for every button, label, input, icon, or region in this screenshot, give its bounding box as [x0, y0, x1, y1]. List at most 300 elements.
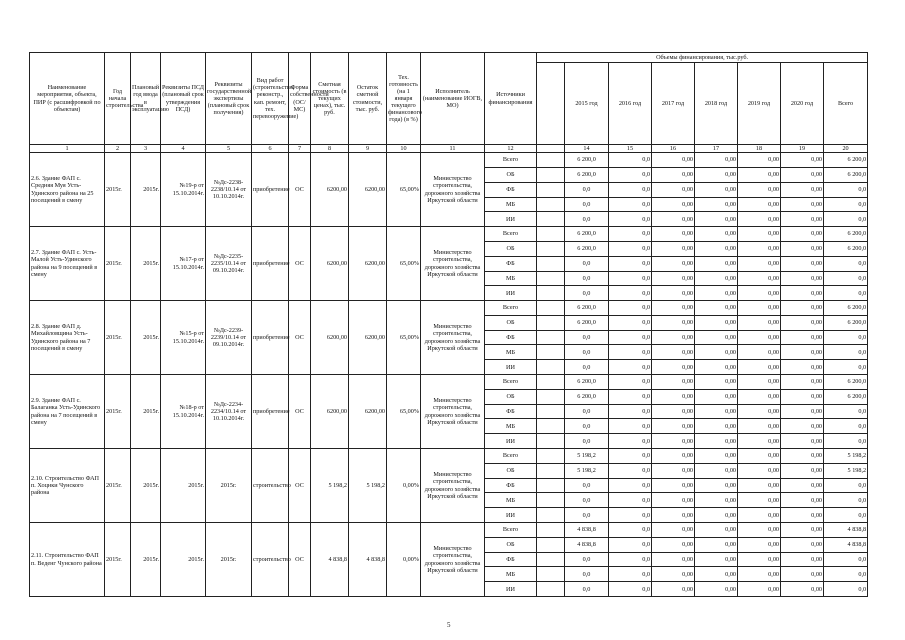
ownership: ОС — [289, 375, 311, 449]
funding-value: 0,00 — [781, 330, 824, 345]
funding-value: 0,0 — [565, 434, 609, 449]
funding-value: 0,00 — [652, 523, 695, 538]
funding-value: 0,00 — [781, 419, 824, 434]
header-year-2015: 2015 год — [565, 63, 609, 145]
funding-value: 0,0 — [824, 404, 868, 419]
funding-value: 0,00 — [695, 552, 738, 567]
funding-value: 0,00 — [652, 330, 695, 345]
funding-value: 0,00 — [781, 315, 824, 330]
col-number: 16 — [652, 145, 695, 153]
expertise-details: №Дс-2239-2239/10.14 от 09.10.2014г. — [206, 301, 252, 375]
funding-value: 0,00 — [781, 256, 824, 271]
header-year-2016: 2016 год — [609, 63, 652, 145]
work-type: строительство — [252, 523, 289, 597]
funding-value: 0,0 — [824, 212, 868, 227]
header-year-2017: 2017 год — [652, 63, 695, 145]
psd-details: №17-р от 15.10.2014г. — [161, 227, 206, 301]
funding-source: ОБ — [485, 167, 537, 182]
estimated-cost: 6200,00 — [311, 375, 349, 449]
funding-value: 0,00 — [652, 463, 695, 478]
funding-source: ФБ — [485, 478, 537, 493]
col-number: 18 — [738, 145, 781, 153]
funding-value: 0,0 — [565, 552, 609, 567]
funding-value: 0,00 — [695, 212, 738, 227]
blank-cell — [537, 153, 565, 168]
object-name: 2.11. Строительство ФАП п. Веденг Чунского района — [30, 523, 105, 597]
funding-value: 0,0 — [565, 567, 609, 582]
funding-source: ИИ — [485, 360, 537, 375]
object-name: 2.7. Здание ФАП с. Усть-Малой Усть-Удинского района на 9 посещений в смену — [30, 227, 105, 301]
funding-source: МБ — [485, 567, 537, 582]
funding-source: ФБ — [485, 404, 537, 419]
work-type: приобретение — [252, 375, 289, 449]
funding-value: 6 200,0 — [565, 375, 609, 390]
funding-value: 0,00 — [695, 360, 738, 375]
estimated-cost: 4 838,8 — [311, 523, 349, 597]
blank-cell — [537, 197, 565, 212]
funding-source: Всего — [485, 375, 537, 390]
funding-source: Всего — [485, 227, 537, 242]
funding-value: 0,00 — [695, 434, 738, 449]
blank-cell — [537, 301, 565, 316]
funding-value: 4 838,8 — [824, 537, 868, 552]
funding-value: 0,0 — [609, 449, 652, 464]
funding-value: 0,00 — [781, 360, 824, 375]
funding-value: 0,00 — [695, 182, 738, 197]
funding-value: 0,00 — [695, 463, 738, 478]
funding-source: МБ — [485, 493, 537, 508]
ownership: ОС — [289, 301, 311, 375]
funding-value: 0,0 — [824, 330, 868, 345]
funding-value: 0,00 — [781, 582, 824, 597]
header-executor: Исполнитель (наименование ИОГВ, МО) — [421, 53, 485, 145]
funding-value: 0,00 — [695, 271, 738, 286]
header-expertise: Реквизиты государственной экспертизы (плановый срок получения) — [206, 53, 252, 145]
funding-value: 0,0 — [565, 271, 609, 286]
col-number: 7 — [289, 145, 311, 153]
funding-value: 0,00 — [695, 153, 738, 168]
funding-value: 0,00 — [695, 582, 738, 597]
work-type: приобретение — [252, 301, 289, 375]
estimated-cost: 6200,00 — [311, 153, 349, 227]
funding-value: 0,0 — [609, 345, 652, 360]
header-year-2019: 2019 год — [738, 63, 781, 145]
funding-value: 6 200,0 — [565, 315, 609, 330]
readiness: 65,00% — [387, 153, 421, 227]
executor: Министерство строительства, дорожного хозяйства Иркутской области — [421, 449, 485, 523]
funding-value: 0,00 — [781, 271, 824, 286]
blank-cell — [537, 315, 565, 330]
funding-value: 5 198,2 — [824, 449, 868, 464]
blank-cell — [537, 552, 565, 567]
funding-value: 0,0 — [609, 360, 652, 375]
header-volumes: Объемы финансирования, тыс.руб. — [537, 53, 868, 63]
funding-value: 0,00 — [652, 508, 695, 523]
blank-cell — [537, 360, 565, 375]
funding-value: 0,00 — [781, 552, 824, 567]
funding-source: Всего — [485, 523, 537, 538]
blank-cell — [537, 449, 565, 464]
funding-value: 0,00 — [781, 153, 824, 168]
funding-value: 0,0 — [609, 419, 652, 434]
executor: Министерство строительства, дорожного хозяйства Иркутской области — [421, 523, 485, 597]
funding-value: 0,00 — [695, 256, 738, 271]
blank-cell — [537, 375, 565, 390]
funding-source: ФБ — [485, 330, 537, 345]
funding-value: 6 200,0 — [824, 153, 868, 168]
funding-value: 6 200,0 — [824, 167, 868, 182]
blank-cell — [537, 537, 565, 552]
expertise-details: 2015г. — [206, 449, 252, 523]
header-name: Наименование мероприятия, объекта, ПИР (с расшифровкой по объектам) — [30, 53, 105, 145]
col-number: 11 — [421, 145, 485, 153]
col-number: 20 — [824, 145, 868, 153]
funding-value: 0,00 — [738, 360, 781, 375]
funding-value: 0,0 — [609, 271, 652, 286]
funding-value: 0,00 — [738, 552, 781, 567]
psd-details: №15-р от 15.10.2014г. — [161, 301, 206, 375]
col-number: 9 — [349, 145, 387, 153]
funding-value: 0,00 — [781, 478, 824, 493]
funding-value: 4 838,8 — [565, 523, 609, 538]
funding-value: 0,00 — [738, 537, 781, 552]
funding-value: 0,00 — [652, 552, 695, 567]
blank-cell — [537, 271, 565, 286]
col-number: 5 — [206, 145, 252, 153]
page-number: 5 — [447, 621, 451, 629]
blank-cell — [537, 182, 565, 197]
readiness: 0,00% — [387, 523, 421, 597]
funding-value: 0,00 — [695, 478, 738, 493]
funding-value: 0,00 — [652, 271, 695, 286]
blank-cell — [537, 582, 565, 597]
funding-value: 0,00 — [738, 493, 781, 508]
header-remainder: Остаток сметной стоимости, тыс. руб. — [349, 53, 387, 145]
funding-value: 0,0 — [609, 315, 652, 330]
funding-value: 0,00 — [738, 434, 781, 449]
col-number: 17 — [695, 145, 738, 153]
blank-cell — [537, 404, 565, 419]
funding-value: 0,00 — [652, 182, 695, 197]
funding-value: 0,00 — [738, 153, 781, 168]
cost-remainder: 4 838,8 — [349, 523, 387, 597]
start-year: 2015г. — [105, 375, 131, 449]
commission-year: 2015г. — [131, 523, 161, 597]
table-row — [30, 449, 868, 464]
funding-value: 0,0 — [609, 389, 652, 404]
funding-value: 0,00 — [695, 493, 738, 508]
funding-value: 0,00 — [781, 434, 824, 449]
funding-value: 6 200,0 — [824, 389, 868, 404]
blank-cell — [537, 256, 565, 271]
column-numbers-row — [30, 145, 868, 153]
funding-value: 0,0 — [565, 508, 609, 523]
executor: Министерство строительства, дорожного хозяйства Иркутской области — [421, 153, 485, 227]
funding-value: 0,00 — [695, 241, 738, 256]
funding-value: 0,0 — [609, 478, 652, 493]
work-type: строительство — [252, 449, 289, 523]
funding-value: 0,00 — [652, 478, 695, 493]
funding-value: 0,0 — [565, 345, 609, 360]
col-number: 6 — [252, 145, 289, 153]
funding-value: 0,00 — [652, 404, 695, 419]
funding-value: 0,00 — [738, 508, 781, 523]
funding-value: 0,0 — [609, 197, 652, 212]
funding-value: 6 200,0 — [824, 375, 868, 390]
funding-source: ОБ — [485, 241, 537, 256]
funding-value: 0,0 — [609, 182, 652, 197]
blank-cell — [537, 241, 565, 256]
funding-value: 0,0 — [609, 227, 652, 242]
table-row — [30, 523, 868, 538]
header-commission-year: Плановый год ввода в эксплуатацию — [131, 53, 161, 145]
funding-value: 0,0 — [609, 212, 652, 227]
funding-value: 0,0 — [824, 256, 868, 271]
object-name: 2.8. Здание ФАП д. Михайловщина Усть-Удинского района на 7 посещений в смену — [30, 301, 105, 375]
funding-value: 6 200,0 — [565, 389, 609, 404]
table-row — [30, 375, 868, 390]
funding-value: 0,00 — [738, 375, 781, 390]
blank-cell — [537, 167, 565, 182]
funding-value: 0,00 — [695, 301, 738, 316]
header-cost: Сметная стоимость (в текущих ценах), тыс. руб. — [311, 53, 349, 145]
funding-value: 0,0 — [824, 360, 868, 375]
commission-year: 2015г. — [131, 153, 161, 227]
cost-remainder: 5 198,2 — [349, 449, 387, 523]
funding-value: 0,0 — [565, 493, 609, 508]
funding-value: 0,00 — [695, 449, 738, 464]
funding-value: 0,0 — [824, 582, 868, 597]
funding-value: 0,0 — [565, 404, 609, 419]
funding-value: 4 838,8 — [565, 537, 609, 552]
start-year: 2015г. — [105, 523, 131, 597]
funding-value: 0,00 — [738, 463, 781, 478]
funding-value: 0,0 — [824, 567, 868, 582]
funding-value: 0,00 — [695, 419, 738, 434]
funding-value: 0,00 — [738, 330, 781, 345]
funding-value: 0,00 — [695, 197, 738, 212]
object-name: 2.10. Строительство ФАП п. Хоцнки Чунского района — [30, 449, 105, 523]
funding-value: 0,00 — [652, 212, 695, 227]
funding-value: 0,0 — [609, 330, 652, 345]
funding-value: 0,00 — [738, 197, 781, 212]
financing-table — [29, 52, 868, 597]
blank-cell — [537, 212, 565, 227]
commission-year: 2015г. — [131, 449, 161, 523]
funding-value: 6 200,0 — [565, 241, 609, 256]
expertise-details: №Дс-2234-2234/10.14 от 10.10.2014г. — [206, 375, 252, 449]
funding-value: 0,00 — [695, 330, 738, 345]
funding-source: ИИ — [485, 212, 537, 227]
funding-source: МБ — [485, 345, 537, 360]
start-year: 2015г. — [105, 449, 131, 523]
funding-value: 0,00 — [738, 345, 781, 360]
funding-value: 0,00 — [652, 167, 695, 182]
funding-value: 0,00 — [781, 301, 824, 316]
funding-value: 0,00 — [652, 227, 695, 242]
readiness: 65,00% — [387, 301, 421, 375]
funding-value: 0,0 — [565, 256, 609, 271]
commission-year: 2015г. — [131, 375, 161, 449]
funding-value: 0,0 — [609, 508, 652, 523]
blank-cell — [537, 508, 565, 523]
commission-year: 2015г. — [131, 227, 161, 301]
funding-value: 5 198,2 — [565, 463, 609, 478]
funding-value: 0,00 — [652, 493, 695, 508]
funding-value: 0,00 — [738, 449, 781, 464]
funding-value: 0,00 — [695, 345, 738, 360]
col-number: 4 — [161, 145, 206, 153]
funding-value: 0,00 — [738, 256, 781, 271]
funding-value: 0,0 — [609, 582, 652, 597]
funding-value: 0,00 — [738, 286, 781, 301]
funding-value: 0,00 — [781, 493, 824, 508]
commission-year: 2015г. — [131, 301, 161, 375]
funding-value: 0,0 — [824, 493, 868, 508]
funding-value: 0,00 — [695, 508, 738, 523]
funding-value: 0,00 — [738, 271, 781, 286]
funding-value: 0,0 — [565, 182, 609, 197]
table-row — [30, 227, 868, 242]
funding-value: 0,0 — [565, 197, 609, 212]
executor: Министерство строительства, дорожного хозяйства Иркутской области — [421, 227, 485, 301]
funding-source: ИИ — [485, 286, 537, 301]
funding-value: 0,0 — [565, 478, 609, 493]
funding-value: 0,00 — [738, 301, 781, 316]
psd-details: 2015г. — [161, 449, 206, 523]
ownership: ОС — [289, 153, 311, 227]
funding-value: 0,00 — [738, 389, 781, 404]
funding-value: 0,00 — [652, 449, 695, 464]
funding-value: 0,00 — [652, 537, 695, 552]
funding-value: 0,0 — [565, 330, 609, 345]
funding-value: 0,00 — [738, 419, 781, 434]
funding-source: ФБ — [485, 256, 537, 271]
funding-value: 0,0 — [609, 286, 652, 301]
ownership: ОС — [289, 227, 311, 301]
funding-value: 0,00 — [695, 315, 738, 330]
col-number: 15 — [609, 145, 652, 153]
funding-value: 0,00 — [781, 241, 824, 256]
funding-value: 0,00 — [652, 360, 695, 375]
funding-value: 0,0 — [824, 478, 868, 493]
funding-value: 0,00 — [652, 256, 695, 271]
readiness: 0,00% — [387, 449, 421, 523]
funding-value: 0,0 — [609, 552, 652, 567]
table-row — [30, 153, 868, 168]
funding-value: 0,0 — [824, 271, 868, 286]
funding-value: 0,0 — [565, 419, 609, 434]
blank-cell — [537, 330, 565, 345]
funding-value: 6 200,0 — [824, 241, 868, 256]
funding-value: 6 200,0 — [565, 153, 609, 168]
funding-value: 0,0 — [609, 404, 652, 419]
header-source: Источники финансирования — [485, 53, 537, 145]
funding-value: 0,00 — [652, 419, 695, 434]
funding-value: 0,00 — [695, 523, 738, 538]
funding-value: 0,00 — [738, 227, 781, 242]
object-name: 2.9. Здание ФАП с. Балаганка Усть-Удинского района на 7 посещений в смену — [30, 375, 105, 449]
funding-value: 0,0 — [824, 182, 868, 197]
funding-value: 0,0 — [609, 493, 652, 508]
col-number: 12 — [485, 145, 537, 153]
funding-value: 6 200,0 — [824, 315, 868, 330]
work-type: приобретение — [252, 153, 289, 227]
funding-value: 0,00 — [738, 315, 781, 330]
funding-value: 6 200,0 — [565, 301, 609, 316]
funding-value: 0,0 — [609, 256, 652, 271]
col-number: 1 — [30, 145, 105, 153]
funding-value: 0,00 — [652, 582, 695, 597]
funding-source: ОБ — [485, 463, 537, 478]
header-year-2020: 2020 год — [781, 63, 824, 145]
funding-value: 0,0 — [609, 537, 652, 552]
col-number: 2 — [105, 145, 131, 153]
funding-value: 0,00 — [738, 404, 781, 419]
funding-value: 0,00 — [652, 197, 695, 212]
cost-remainder: 6200,00 — [349, 153, 387, 227]
funding-value: 0,00 — [738, 523, 781, 538]
col-number: 8 — [311, 145, 349, 153]
funding-source: ИИ — [485, 508, 537, 523]
expertise-details: №Дс-2235-2235/10.14 от 09.10.2014г. — [206, 227, 252, 301]
funding-value: 0,0 — [609, 153, 652, 168]
funding-value: 0,00 — [652, 301, 695, 316]
funding-value: 0,00 — [695, 537, 738, 552]
blank-cell — [537, 419, 565, 434]
executor: Министерство строительства, дорожного хозяйства Иркутской области — [421, 301, 485, 375]
funding-value: 0,00 — [652, 434, 695, 449]
funding-value: 0,0 — [609, 463, 652, 478]
funding-value: 0,00 — [652, 153, 695, 168]
start-year: 2015г. — [105, 227, 131, 301]
funding-source: МБ — [485, 197, 537, 212]
expertise-details: 2015г. — [206, 523, 252, 597]
funding-value: 6 200,0 — [824, 301, 868, 316]
funding-value: 0,0 — [824, 197, 868, 212]
header-total: Всего — [824, 63, 868, 145]
funding-value: 0,00 — [781, 537, 824, 552]
header-psd: Реквизиты ПСД (плановый срок утверждения ПСД) — [161, 53, 206, 145]
blank-cell — [537, 523, 565, 538]
funding-value: 0,00 — [781, 567, 824, 582]
funding-value: 0,00 — [695, 375, 738, 390]
funding-value: 0,00 — [695, 389, 738, 404]
funding-value: 0,00 — [652, 286, 695, 301]
col-number: 14 — [565, 145, 609, 153]
funding-value: 0,00 — [695, 567, 738, 582]
header-ownership: Форма собственности (ОС/МС) — [289, 53, 311, 145]
funding-value: 6 200,0 — [824, 227, 868, 242]
col-number: 3 — [131, 145, 161, 153]
funding-value: 0,00 — [652, 375, 695, 390]
funding-value: 0,0 — [824, 434, 868, 449]
col-number: 10 — [387, 145, 421, 153]
funding-value: 0,0 — [824, 552, 868, 567]
funding-value: 0,00 — [781, 389, 824, 404]
funding-source: Всего — [485, 449, 537, 464]
funding-value: 0,0 — [609, 567, 652, 582]
blank-cell — [537, 493, 565, 508]
blank-cell — [537, 434, 565, 449]
funding-value: 0,00 — [695, 286, 738, 301]
blank-cell — [537, 567, 565, 582]
psd-details: №19-р от 15.10.2014г. — [161, 153, 206, 227]
funding-value: 0,00 — [738, 582, 781, 597]
header-year-2018: 2018 год — [695, 63, 738, 145]
funding-value: 0,0 — [824, 508, 868, 523]
funding-value: 0,0 — [565, 286, 609, 301]
